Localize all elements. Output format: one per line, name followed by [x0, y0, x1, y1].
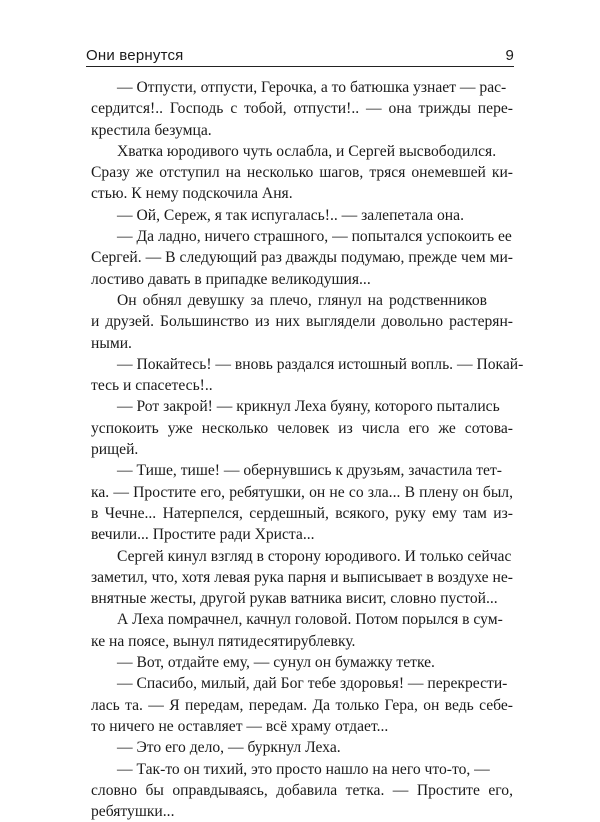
paragraph: [91, 226, 513, 290]
text-line: — Спасибо, милый, дай Бог тебе здоровья! — перекрести-: [91, 673, 513, 694]
text-line: словно бы оправдываясь, добавила тетка. — Простите его,: [91, 780, 513, 801]
text-line: внятные жесты, другой рукав ватника висит, словно пустой...: [91, 588, 513, 609]
text-line: ка. — Простите его, ребятушки, он не со зла... В плену он был,: [91, 482, 513, 503]
paragraph: [91, 609, 513, 652]
text-line: — Вот, отдайте ему, — сунул он бумажку тетке.: [91, 652, 513, 673]
header-rule: [86, 66, 514, 67]
paragraph: [91, 737, 513, 758]
text-line: успокоить уже несколько человек из числа его же сотова-: [91, 418, 513, 439]
paragraph: [91, 396, 513, 460]
page-number: 9: [505, 47, 514, 64]
text-line: Он обнял девушку за плечо, глянул на родственников: [91, 290, 513, 311]
paragraph: [91, 354, 513, 397]
text-line: — Рот закрой! — крикнул Леха буяну, которого пытались: [91, 396, 513, 417]
paragraph: [91, 759, 513, 822]
running-header: [86, 42, 514, 64]
paragraph: [91, 652, 513, 673]
text-line: Хватка юродивого чуть ослабла, и Сергей высвободился.: [91, 141, 513, 162]
text-line: лась та. — Я передам, передам. Да только Гера, он ведь себе-: [91, 695, 513, 716]
paragraph: [91, 460, 513, 545]
text-line: — Тише, тише! — обернувшись к друзьям, зачастила тет-: [91, 460, 513, 481]
text-line: — Ой, Сереж, я так испугалась!.. — залепетала она.: [91, 205, 513, 226]
text-line: вечили... Простите ради Христа...: [91, 524, 513, 545]
text-line: Сергей. — В следующий раз дважды подумаю, прежде чем ми-: [91, 247, 513, 268]
text-line: тесь и спасетесь!..: [91, 375, 513, 396]
text-line: ке на поясе, вынул пятидесятирублевку.: [91, 631, 513, 652]
paragraph: [91, 290, 513, 354]
paragraph: [91, 77, 513, 141]
text-line: лостиво давать в припадке великодушия...: [91, 269, 513, 290]
text-line: сердится!.. Господь с тобой, отпусти!.. — она трижды пере-: [91, 98, 513, 119]
text-line: то ничего не оставляет — всё храму отдает...: [91, 716, 513, 737]
text-line: крестила безумца.: [91, 120, 513, 141]
paragraph: [91, 673, 513, 737]
body-text: [91, 77, 513, 822]
text-line: А Леха помрачнел, качнул головой. Потом порылся в сум-: [91, 609, 513, 630]
text-line: и друзей. Большинство из них выглядели довольно растерян-: [91, 311, 513, 332]
text-line: ребятушки...: [91, 801, 513, 822]
text-line: — Это его дело, — буркнул Леха.: [91, 737, 513, 758]
text-line: — Отпусти, отпусти, Герочка, а то батюшка узнает — рас-: [91, 77, 513, 98]
paragraph: [91, 141, 513, 205]
text-line: заметил, что, хотя левая рука парня и выписывает в воздухе не-: [91, 567, 513, 588]
paragraph: [91, 546, 513, 610]
text-line: — Да ладно, ничего страшного, — попытался успокоить ее: [91, 226, 513, 247]
paragraph: [91, 205, 513, 226]
text-line: ными.: [91, 333, 513, 354]
text-line: Сергей кинул взгляд в сторону юродивого. И только сейчас: [91, 546, 513, 567]
running-title: Они вернутся: [86, 47, 184, 64]
text-line: в Чечне... Натерпелся, сердешный, всякого, руку ему там из-: [91, 503, 513, 524]
text-line: рищей.: [91, 439, 513, 460]
text-line: — Так-то он тихий, это просто нашло на него что-то, —: [91, 759, 513, 780]
text-line: — Покайтесь! — вновь раздался истошный вопль. — Покай-: [91, 354, 513, 375]
text-line: Сразу же отступил на несколько шагов, тряся онемевшей ки-: [91, 162, 513, 183]
text-line: стью. К нему подскочила Аня.: [91, 183, 513, 204]
